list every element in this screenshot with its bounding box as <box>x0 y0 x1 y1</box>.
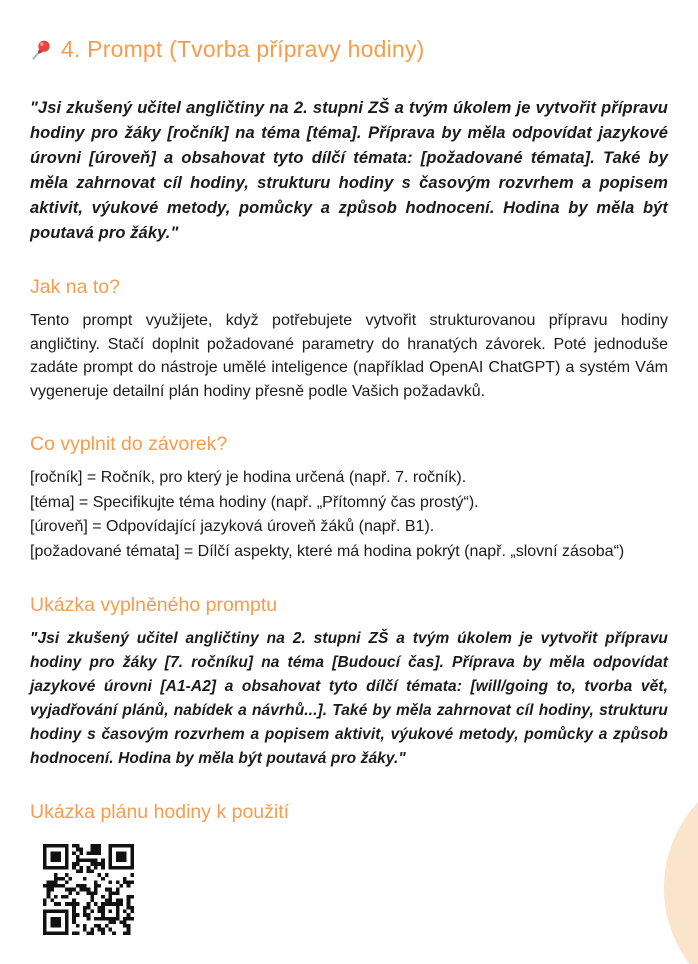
bracket-list <box>30 466 668 564</box>
qr-code-container <box>43 844 668 935</box>
jak-na-to-body: Tento prompt využijete, když potřebujete vytvořit strukturovanou přípravu hodiny angličtiny. Stačí doplnit požadované parametry do hranatých závorek. Poté jednoduše zadáte prompt do nástroje umělé inteligence (například OpenAI ChatGPT) a systém Vám vygeneruje detailní plán hodiny přesně podle Vašich požadavků. <box>30 312 668 400</box>
bracket-item-pozadovane-temata: [požadované témata] = Dílčí aspekty, které má hodina pokrýt (např. „slovní zásoba“) <box>30 542 625 560</box>
page-title: 4. Prompt (Tvorba přípravy hodiny) <box>61 35 425 62</box>
section-heading-ukazka-promptu: Ukázka vyplněného promptu <box>30 594 278 616</box>
qr-code <box>43 844 134 935</box>
section-heading-ukazka-planu: Ukázka plánu hodiny k použití <box>30 801 290 823</box>
page-header <box>30 34 668 64</box>
bracket-item-rocnik: [ročník] = Ročník, pro který je hodina určená (např. 7. ročník). <box>30 469 467 486</box>
prompt-template-text: "Jsi zkušený učitel angličtiny na 2. stupni ZŠ a tvým úkolem je vytvořit přípravu hodiny pro žáky [ročník] na téma [téma]. Příprava by měla odpovídat jazykové úrovni [úroveň] a obsahovat tyto dílčí témata: [požadované témata]. Také by měla zahrnovat cíl hodiny, strukturu hodiny s časovým rozvrhem a popisem aktivit, výukové metody, pomůcky a způsob hodnocení. Hodina by měla být poutavá pro žáky." <box>30 99 668 242</box>
bracket-item-uroven: [úroveň] = Odpovídající jazyková úroveň žáků (např. B1). <box>30 518 435 535</box>
bracket-item-tema: [téma] = Specifikujte téma hodiny (např. „Přítomný čas prostý“). <box>30 493 479 511</box>
filled-prompt-example-text: "Jsi zkušený učitel angličtiny na 2. stupni ZŠ a tvým úkolem je vytvořit přípravu hodiny pro žáky [7. ročníku] na téma [Budoucí čas]. Příprava by měla odpovídat jazykové úrovni [A1-A2] a obsahovat tyto dílčí témata: [will/going to, tvorba vět, vyjadřování plánů, nabídek a návrhů...]. Také by měla zahrnovat cíl hodiny, strukturu hodiny s časovým rozvrhem a popisem aktivit, výukové metody, pomůcky a způsob hodnocení. Hodina by měla být poutavá pro žáky." <box>30 630 668 767</box>
pushpin-icon <box>30 38 53 61</box>
section-heading-jak-na-to: Jak na to? <box>30 276 120 298</box>
section-heading-co-vyplnit: Co vyplnit do závorek? <box>30 433 228 455</box>
